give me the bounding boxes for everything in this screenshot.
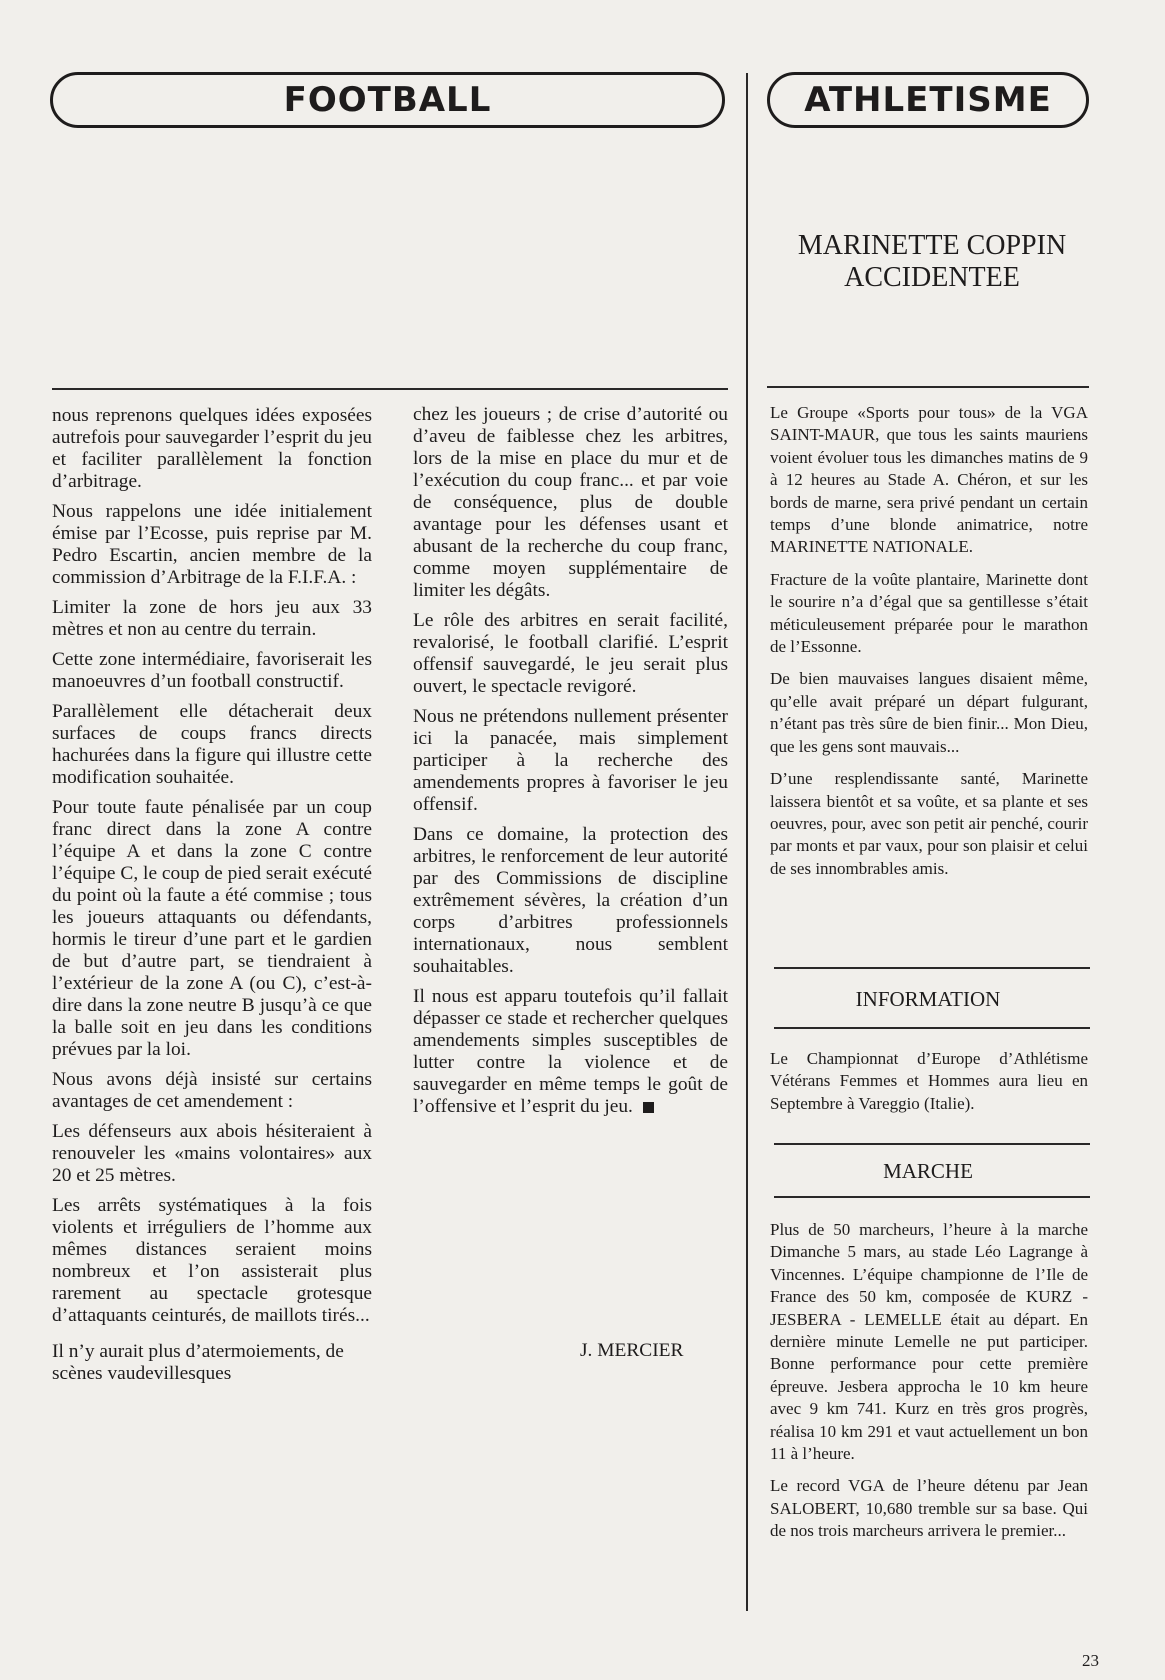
paragraph: Dans ce domaine, la protection des arbitres, le renforcement de leur autorité par des Commissions de discipline extrêmement sévères, la création d’un corps d’arbitres professionnels internationaux, nous semblent souhaitables.	[413, 824, 728, 977]
column-divider	[746, 73, 748, 1611]
paragraph: Les défenseurs aux abois hésiteraient à renouveler les «mains volontaires» aux 20 et 25 mètres.	[52, 1121, 372, 1186]
paragraph-text: Il nous est apparu toutefois qu’il fallait dépasser ce stade et rechercher quelques amendements simples susceptibles de lutter contre la violence et de sauvegarder en même temps le goût de l’offensive et l’esprit du jeu.	[413, 986, 728, 1117]
marche-heading: MARCHE	[883, 1159, 973, 1183]
paragraph: Nous ne prétendons nullement présenter ici la panacée, mais simplement participer à la recherche des amendements propres à favoriser le jeu offensif.	[413, 706, 728, 815]
athletisme-story	[770, 402, 1088, 890]
paragraph: Parallèlement elle détacherait deux surfaces de coups francs directs hachurées dans la figure qui illustre cette modification souhaitée.	[52, 701, 372, 788]
paragraph: Pour toute faute pénalisée par un coup franc direct dans la zone A contre l’équipe A et dans la zone C contre l’équipe C, le coup de pied serait exécuté du point où la faute a été commise ; tous les joueurs attaquants ou défendants, hormis le tireur d’une part et le gardien de but d’autre part, se tiendraient à l’extérieur de la zone A (ou C), c’est-à-dire dans la zone neutre B jusqu’à ce que la balle soit en jeu dans les conditions prévues par la loi.	[52, 797, 372, 1060]
paragraph: Le Groupe «Sports pour tous» de la VGA SAINT-MAUR, que tous les saints mauriens voient évoluer tous les dimanches matins de 9 à 12 heures au Stade A. Chéron, et sur les bords de marne, sera privé pendant un certain temps d’une blonde animatrice, notre MARINETTE NATIONALE.	[770, 403, 1088, 557]
athletisme-top-rule	[767, 386, 1089, 388]
paragraph: D’une resplendissante santé, Marinette laissera bientôt et sa voûte, et sa plante et ses oeuvres, pour, avec son petit air penché, courir par monts et par vaux, pour son plaisir et celui de ses innombrables amis.	[770, 769, 1088, 878]
football-section-banner	[50, 72, 725, 128]
paragraph: Le record VGA de l’heure détenu par Jean SALOBERT, 10,680 tremble sur sa base. Qui de nos trois marcheurs arrivera le premier...	[770, 1476, 1088, 1541]
author-signature: J. MERCIER	[580, 1340, 684, 1361]
article-headline: MARINETTE COPPIN ACCIDENTEE	[797, 230, 1067, 293]
paragraph: Le rôle des arbitres en serait facilité, revalorisé, le football clarifié. L’esprit offensif sauvegardé, le jeu serait plus ouvert, le spectacle revigoré.	[413, 610, 728, 697]
information-text: Le Championnat d’Europe d’Athlétisme Vétérans Femmes et Hommes aura lieu en Septembre à Vareggio (Italie).	[770, 1049, 1088, 1113]
paragraph: De bien mauvaises langues disaient même, qu’elle avait préparé un départ fulgurant, n’étant pas très sûre de bien finir... Mon Dieu, que les gens sont mauvais...	[770, 669, 1088, 756]
football-top-rule	[52, 388, 728, 390]
football-column-2	[413, 404, 728, 1126]
paragraph: Nous avons déjà insisté sur certains avantages de cet amendement :	[52, 1069, 372, 1112]
football-title: FOOTBALL	[283, 80, 492, 120]
paragraph: chez les joueurs ; de crise d’autorité ou d’aveu de faiblesse chez les arbitres, lors de la mise en place du mur et de l’exécution du coup franc... et par voie de conséquence, plus de double avantage pour les défenses usant et abusant de la recherche du coup franc, comme moyen supplémentaire de limiter les dégâts.	[413, 404, 728, 601]
paragraph: nous reprenons quelques idées exposées autrefois pour sauvegarder l’esprit du jeu et faciliter parallèlement la fonction d’arbitrage.	[52, 405, 372, 492]
paragraph: Plus de 50 marcheurs, l’heure à la marche Dimanche 5 mars, au stade Léo Lagrange à Vincennes. L’équipe championne de l’Ile de France des 50 km, composée de KURZ - JESBERA - LEMELLE était au départ. En dernière minute Lemelle ne put participer. Bonne performance pour cette première épreuve. Jesbera approcha le 10 km heure avec 9 km 741. Kurz en très gros progrès, réalisa 10 km 291 et vaut actuellement un bon 11 à l’heure.	[770, 1220, 1088, 1464]
athletisme-title: ATHLETISME	[804, 80, 1052, 120]
paragraph: Limiter la zone de hors jeu aux 33 mètres et non au centre du terrain.	[52, 597, 372, 640]
page-number: 23	[1082, 1651, 1099, 1670]
end-of-article-mark	[643, 1102, 654, 1113]
paragraph: Cette zone intermédiaire, favoriserait les manoeuvres d’un football constructif.	[52, 649, 372, 692]
information-rule-top	[774, 967, 1090, 969]
marche-rule-top	[774, 1143, 1090, 1145]
paragraph: Les arrêts systématiques à la fois violents et irréguliers de l’homme aux mêmes distances seraient moins nombreux et l’on assisterait plus rarement au spectacle grotesque d’attaquants ceinturés, de maillots tirés...	[52, 1195, 372, 1326]
paragraph	[413, 986, 728, 1118]
marche-story	[770, 1219, 1088, 1553]
marche-rule-bottom	[774, 1196, 1090, 1198]
paragraph: Fracture de la voûte plantaire, Marinette dont le sourire n’a d’égal que sa gentillesse s’était méticuleusement préparée pour le marathon de l’Essonne.	[770, 569, 1088, 657]
paragraph: Il n’y aurait plus d’atermoiements, de scènes vaudevillesques	[52, 1341, 344, 1384]
paragraph: Nous rappelons une idée initialement émise par l’Ecosse, puis reprise par M. Pedro Escartin, ancien membre de la commission d’Arbitrage de la F.I.F.A. :	[52, 501, 372, 588]
football-column-1	[52, 405, 372, 1393]
information-rule-bottom	[774, 1027, 1090, 1029]
information-heading: INFORMATION	[855, 987, 1001, 1011]
athletisme-section-banner	[767, 72, 1089, 128]
